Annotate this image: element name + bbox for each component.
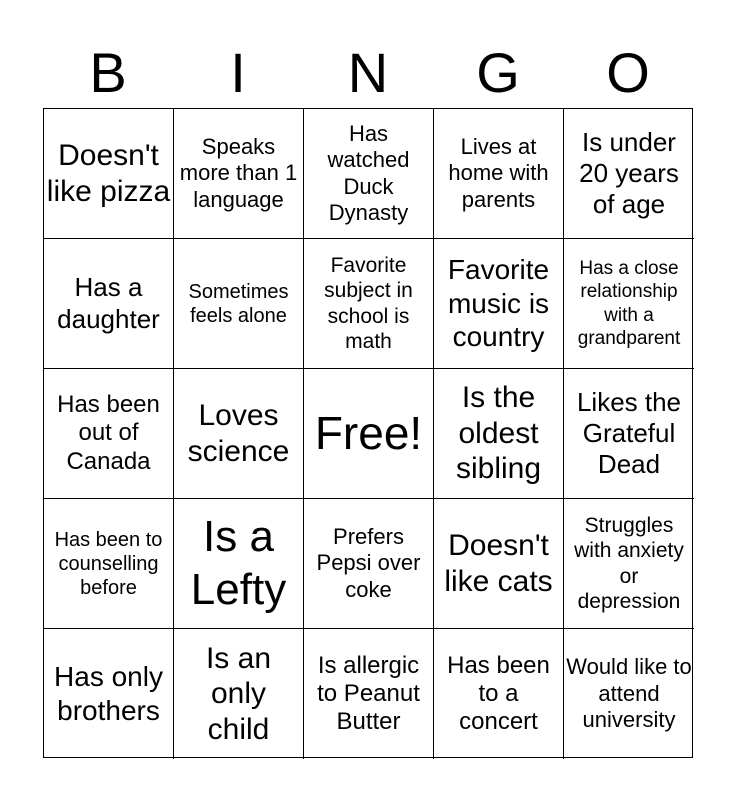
header-letter-n: N <box>347 41 389 104</box>
bingo-cell[interactable] <box>564 369 694 499</box>
bingo-cell[interactable] <box>564 629 694 759</box>
cell-text: Has a daughter <box>57 272 160 334</box>
cell-text: Has only brothers <box>54 661 163 726</box>
cell-text: Loves science <box>187 399 290 468</box>
cell-text: Sometimes feels alone <box>188 280 289 327</box>
bingo-cell[interactable] <box>434 239 564 369</box>
cell-text: Is an only child <box>205 641 272 746</box>
bingo-cell[interactable] <box>304 629 434 759</box>
cell-text: Has watched Duck Dynasty <box>327 120 410 225</box>
header-letter-o: O <box>606 41 650 104</box>
bingo-grid <box>43 108 693 758</box>
bingo-cell[interactable] <box>304 499 434 629</box>
cell-text: Prefers Pepsi over coke <box>316 523 421 602</box>
cell-text: Doesn't like cats <box>444 529 553 598</box>
bingo-cell[interactable] <box>174 499 304 629</box>
header-letter-i: I <box>230 41 246 104</box>
cell-text: Struggles with anxiety or depression <box>574 514 684 613</box>
bingo-cell[interactable] <box>434 629 564 759</box>
cell-text: Would like to attend university <box>566 654 692 733</box>
bingo-cell[interactable] <box>44 109 174 239</box>
cell-text: Is the oldest sibling <box>455 381 542 486</box>
bingo-cell[interactable] <box>564 499 694 629</box>
bingo-cell[interactable] <box>564 109 694 239</box>
cell-text: Has a close relationship with a grandparent <box>577 258 681 349</box>
bingo-cell[interactable] <box>44 629 174 759</box>
cell-text: Favorite subject in school is math <box>324 254 413 353</box>
cell-text: Likes the Grateful Dead <box>576 386 682 480</box>
bingo-cell[interactable] <box>174 369 304 499</box>
cell-text: Has been to counselling before <box>54 528 163 599</box>
bingo-cell[interactable] <box>434 369 564 499</box>
cell-text: Favorite music is country <box>447 254 550 353</box>
cell-text: Lives at home with parents <box>448 133 549 212</box>
bingo-cell[interactable] <box>174 109 304 239</box>
cell-text: Is a Lefty <box>190 511 287 614</box>
cell-text: Is under 20 years of age <box>579 126 679 220</box>
cell-text: Speaks more than 1 language <box>179 133 298 212</box>
cell-text: Is allergic to Peanut Butter <box>317 651 420 736</box>
bingo-cell[interactable] <box>434 499 564 629</box>
bingo-cell[interactable] <box>44 239 174 369</box>
bingo-cell[interactable] <box>174 239 304 369</box>
header-letter-g: G <box>476 41 520 104</box>
cell-text: Has been to a concert <box>447 651 550 736</box>
bingo-cell[interactable] <box>564 239 694 369</box>
bingo-cell[interactable] <box>44 369 174 499</box>
bingo-cell[interactable] <box>174 629 304 759</box>
bingo-cell-free[interactable] <box>304 369 434 499</box>
cell-text: Free! <box>314 406 423 459</box>
cell-text: Doesn't like pizza <box>46 139 171 208</box>
bingo-cell[interactable] <box>434 109 564 239</box>
bingo-header <box>43 42 693 104</box>
cell-text: Has been out of Canada <box>57 391 160 475</box>
bingo-cell[interactable] <box>44 499 174 629</box>
bingo-cell[interactable] <box>304 109 434 239</box>
header-letter-b: B <box>89 41 127 104</box>
bingo-cell[interactable] <box>304 239 434 369</box>
